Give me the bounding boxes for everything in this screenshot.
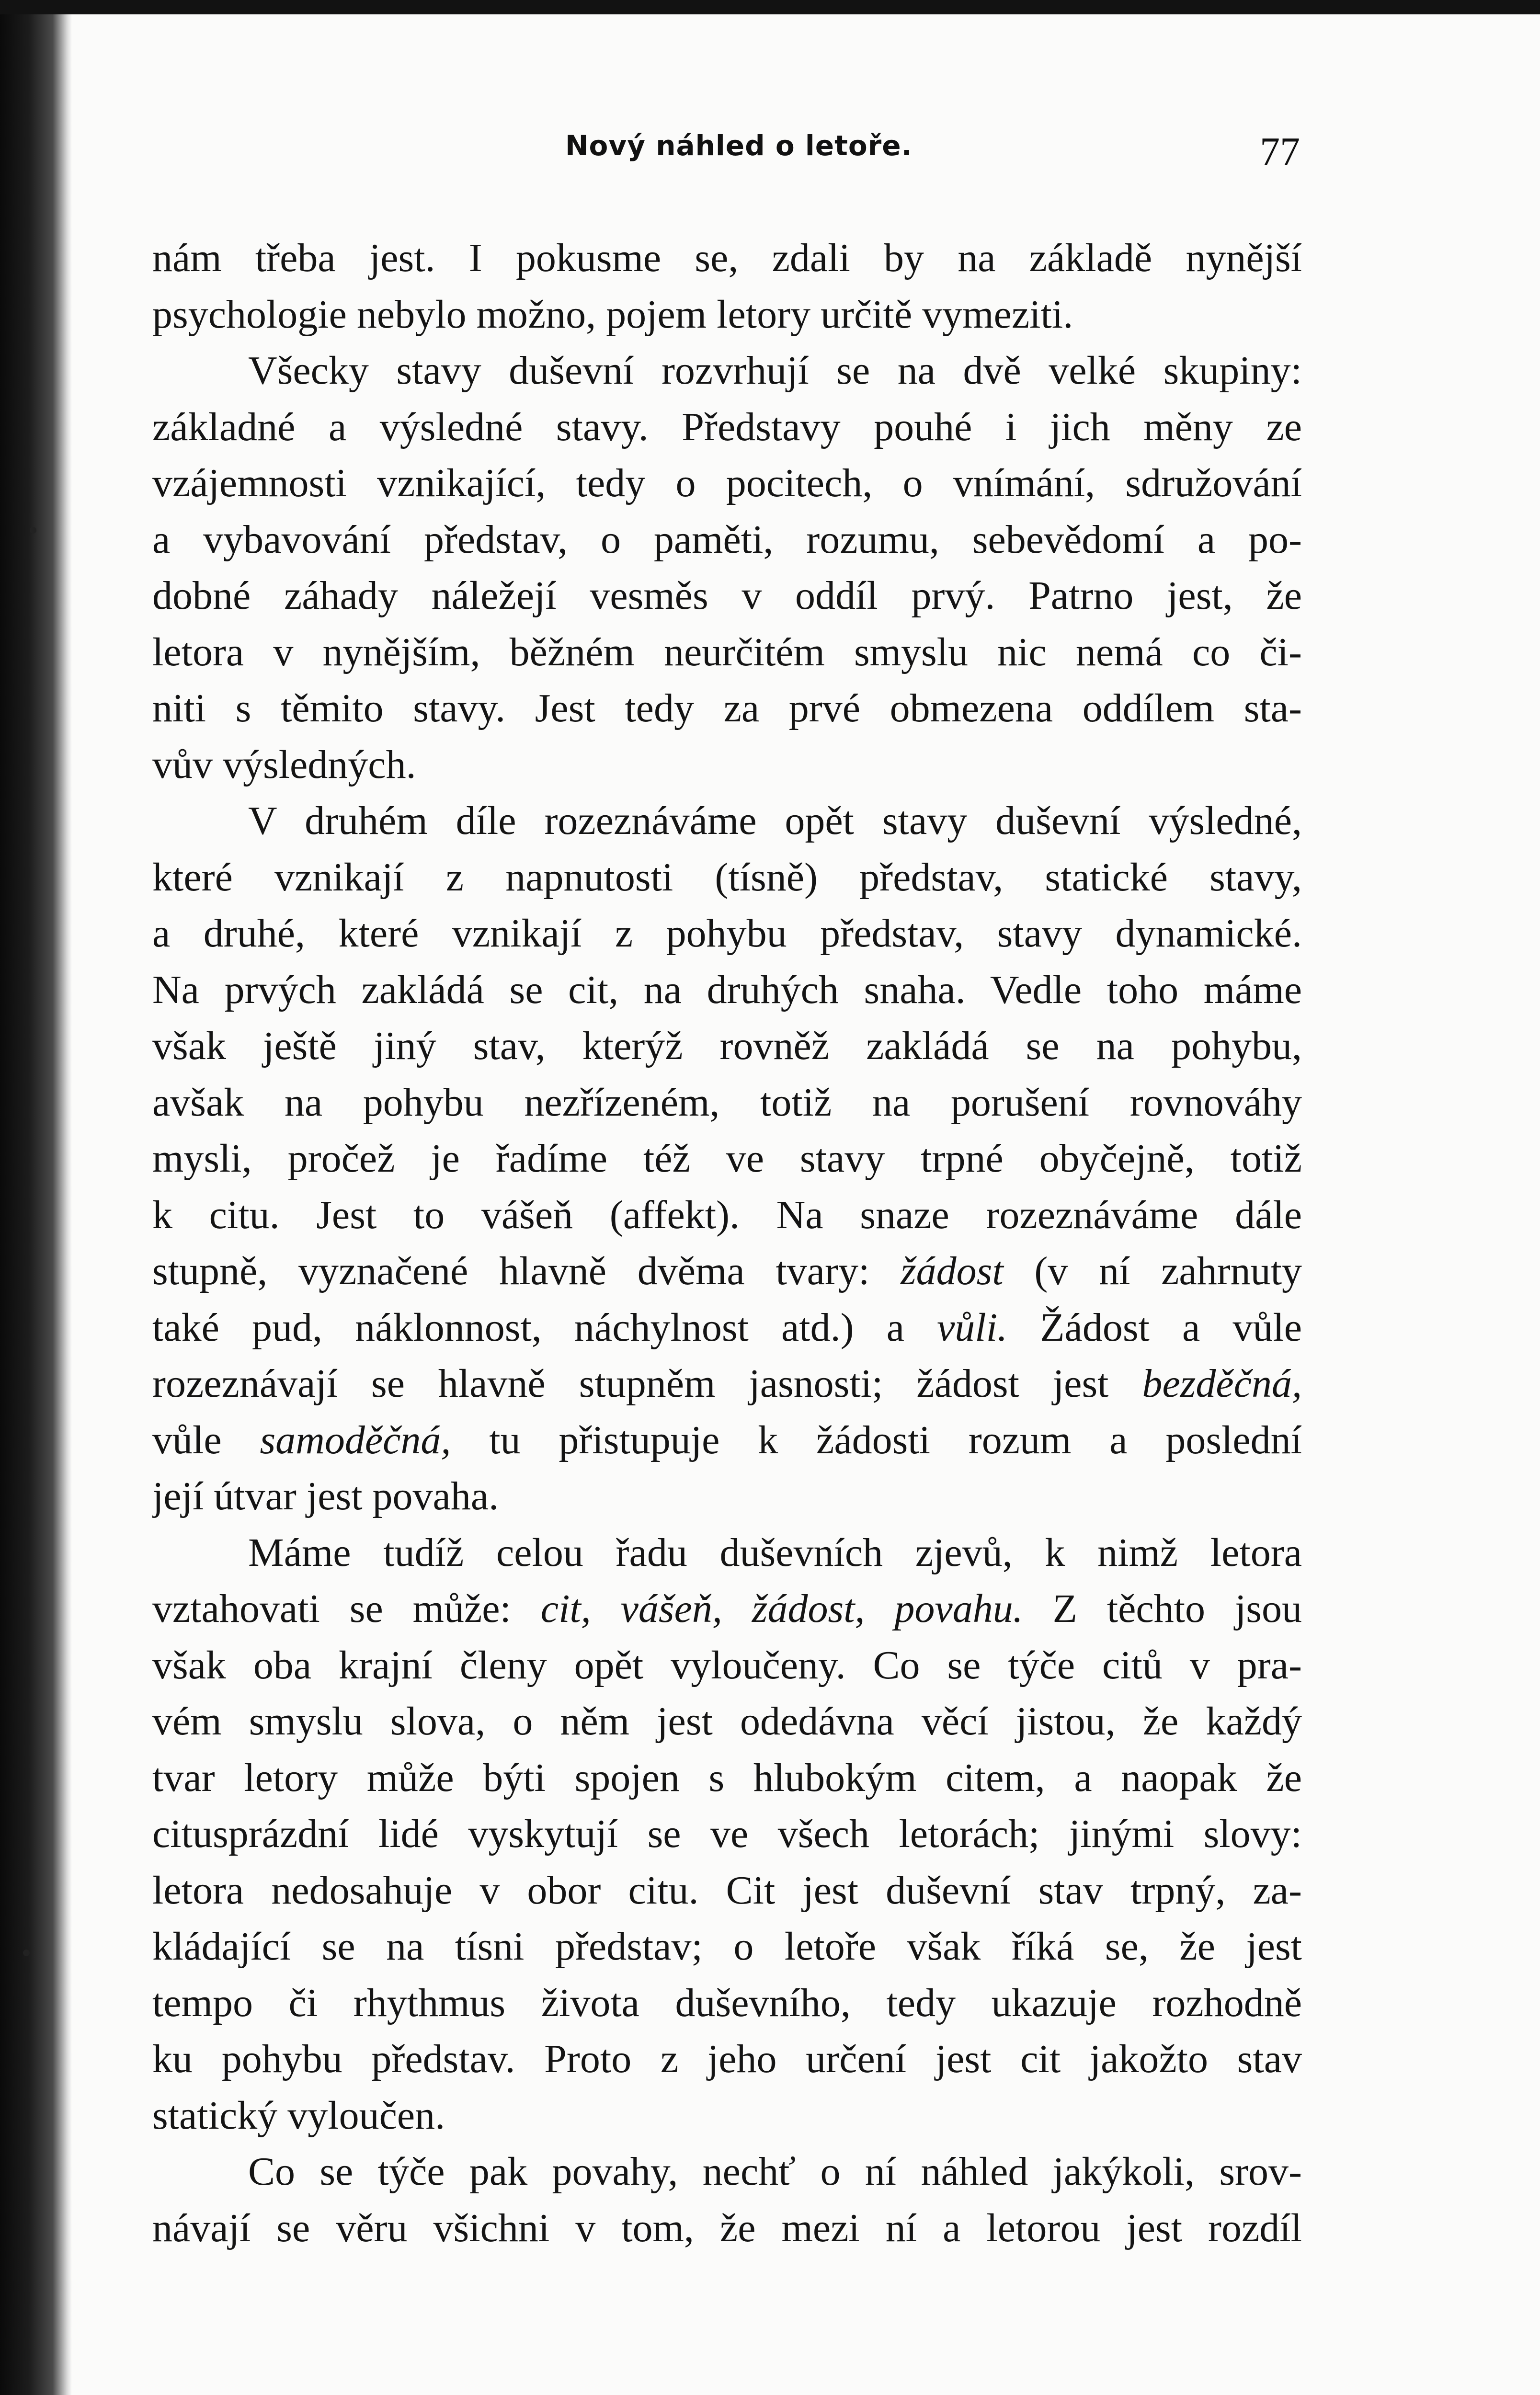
text-line bbox=[152, 1975, 1302, 2031]
italic-term: cit, vášeň, žádost, povahu. bbox=[540, 1586, 1023, 1631]
text-line bbox=[152, 793, 1302, 849]
text-line bbox=[152, 286, 1302, 343]
text-run: a vybavování představ, o paměti, rozumu, sebevědomí a po- bbox=[152, 517, 1302, 562]
italic-term: samoděčná, bbox=[260, 1417, 451, 1462]
text-run: tvar letory může býti spojen s hlubokým citem, a naopak že bbox=[152, 1755, 1302, 1800]
text-run: a druhé, které vznikají z pohybu představ, stavy dynamické. bbox=[152, 911, 1302, 956]
italic-term: vůli. bbox=[937, 1305, 1008, 1350]
text-run: citusprázdní lidé vyskytují se ve všech letorách; jinými slovy: bbox=[152, 1812, 1302, 1856]
text-line bbox=[152, 905, 1302, 962]
text-line bbox=[152, 2200, 1302, 2257]
text-line bbox=[152, 455, 1302, 512]
text-line bbox=[152, 962, 1302, 1018]
text-line bbox=[152, 1862, 1302, 1919]
text-run: tempo či rhythmus života duševního, tedy ukazuje rozhodně bbox=[152, 1980, 1302, 2025]
text-run: vém smyslu slova, o něm jest odedávna věcí jistou, že každý bbox=[152, 1699, 1302, 1744]
text-run: kládající se na tísni představ; o letoře však říká se, že jest bbox=[152, 1924, 1302, 1969]
body-text bbox=[152, 230, 1302, 2256]
text-line bbox=[152, 680, 1302, 737]
text-line bbox=[152, 1637, 1302, 1694]
text-run: k citu. Jest to vášeň (affekt). Na snaze rozeznáváme dále bbox=[152, 1192, 1302, 1237]
text-line bbox=[152, 399, 1302, 456]
text-run: niti s těmito stavy. Jest tedy za prvé obmezena oddílem sta- bbox=[152, 686, 1302, 730]
text-line bbox=[152, 1243, 1302, 1300]
text-line bbox=[152, 1581, 1302, 1637]
text-run: letora v nynějším, běžném neurčitém smyslu nic nemá co či- bbox=[152, 629, 1302, 674]
text-line bbox=[152, 1130, 1302, 1187]
text-run: dobné záhady náležejí vesměs v oddíl prvý. Patrno jest, že bbox=[152, 573, 1302, 618]
text-line bbox=[152, 1356, 1302, 1412]
text-run: nám třeba jest. I pokusme se, zdali by na základě nynější bbox=[152, 236, 1302, 280]
text-line bbox=[152, 1187, 1302, 1243]
text-run: Máme tudíž celou řadu duševních zjevů, k nimž letora bbox=[248, 1530, 1302, 1575]
text-line bbox=[152, 1468, 1302, 1525]
text-line bbox=[152, 1300, 1302, 1356]
text-run: letora nedosahuje v obor citu. Cit jest duševní stav trpný, za- bbox=[152, 1868, 1302, 1913]
text-line bbox=[152, 1525, 1302, 1581]
italic-term: bezděčná, bbox=[1142, 1361, 1302, 1406]
text-run: návají se věru všichni v tom, že mezi ní a letorou jest rozdíl bbox=[152, 2205, 1302, 2250]
text-line bbox=[152, 1918, 1302, 1975]
text-line bbox=[152, 737, 1302, 793]
text-line bbox=[152, 2087, 1302, 2144]
text-line bbox=[152, 1693, 1302, 1750]
text-run: mysli, pročež je řadíme též ve stavy trpné obyčejně, totiž bbox=[152, 1136, 1302, 1181]
margin-speck bbox=[30, 527, 36, 534]
text-run: vův výsledných. bbox=[152, 742, 416, 787]
text-line bbox=[152, 1806, 1302, 1862]
text-run: stupně, vyznačené hlavně dvěma tvary: bbox=[152, 1249, 901, 1293]
text-run: vůle bbox=[152, 1417, 260, 1462]
text-run: Co se týče pak povahy, nechť o ní náhled jakýkoli, srov- bbox=[248, 2149, 1302, 2194]
text-line bbox=[152, 624, 1302, 681]
text-run: však oba krajní členy opět vyloučeny. Co se týče citů v pra- bbox=[152, 1642, 1302, 1688]
text-line bbox=[152, 1750, 1302, 1806]
text-run: vztahovati se může: bbox=[152, 1586, 541, 1631]
text-line bbox=[152, 512, 1302, 568]
text-run: V druhém díle rozeznáváme opět stavy duševní výsledné, bbox=[248, 798, 1302, 843]
text-run: psychologie nebylo možno, pojem letory určitě vymeziti. bbox=[152, 292, 1073, 337]
text-line bbox=[152, 342, 1302, 399]
margin-speck bbox=[23, 1950, 30, 1956]
text-run: které vznikají z napnutosti (tísně) představ, statické stavy, bbox=[152, 855, 1302, 900]
text-run: statický vyloučen. bbox=[152, 2093, 445, 2138]
text-run: vzájemnosti vznikající, tedy o pocitech, o vnímání, sdružování bbox=[152, 461, 1302, 505]
text-line bbox=[152, 230, 1302, 286]
text-line bbox=[152, 2144, 1302, 2200]
text-run: rozeznávají se hlavně stupněm jasnosti; žádost jest bbox=[152, 1361, 1142, 1406]
text-line bbox=[152, 1074, 1302, 1131]
text-run: základné a výsledné stavy. Představy pouhé i jich měny ze bbox=[152, 404, 1302, 449]
text-run: Žádost a vůle bbox=[1007, 1305, 1302, 1350]
text-run: však ještě jiný stav, kterýž rovněž zakládá se na pohybu, bbox=[152, 1024, 1302, 1068]
text-run: její útvar jest povaha. bbox=[152, 1474, 499, 1518]
text-run: Na prvých zakládá se cit, na druhých snaha. Vedle toho máme bbox=[152, 967, 1302, 1012]
text-run: tu přistupuje k žádosti rozum a poslední bbox=[451, 1417, 1302, 1462]
text-line bbox=[152, 568, 1302, 624]
text-run: avšak na pohybu nezřízeném, totiž na porušení rovnováhy bbox=[152, 1080, 1302, 1125]
text-run: Všecky stavy duševní rozvrhují se na dvě velké skupiny: bbox=[248, 348, 1302, 393]
text-line bbox=[152, 849, 1302, 906]
text-line bbox=[152, 1018, 1302, 1074]
text-run: ku pohybu představ. Proto z jeho určení jest cit jakožto stav bbox=[152, 2037, 1302, 2081]
text-line bbox=[152, 2031, 1302, 2087]
page-number: 77 bbox=[1260, 129, 1300, 174]
text-run: také pud, náklonnost, náchylnost atd.) a bbox=[152, 1305, 937, 1350]
italic-term: žádost bbox=[900, 1249, 1004, 1293]
text-line bbox=[152, 1412, 1302, 1469]
text-run: (v ní zahrnuty bbox=[1003, 1249, 1302, 1293]
text-run: Z těchto jsou bbox=[1023, 1586, 1302, 1631]
running-title: Nový náhled o letoře. bbox=[565, 129, 913, 162]
